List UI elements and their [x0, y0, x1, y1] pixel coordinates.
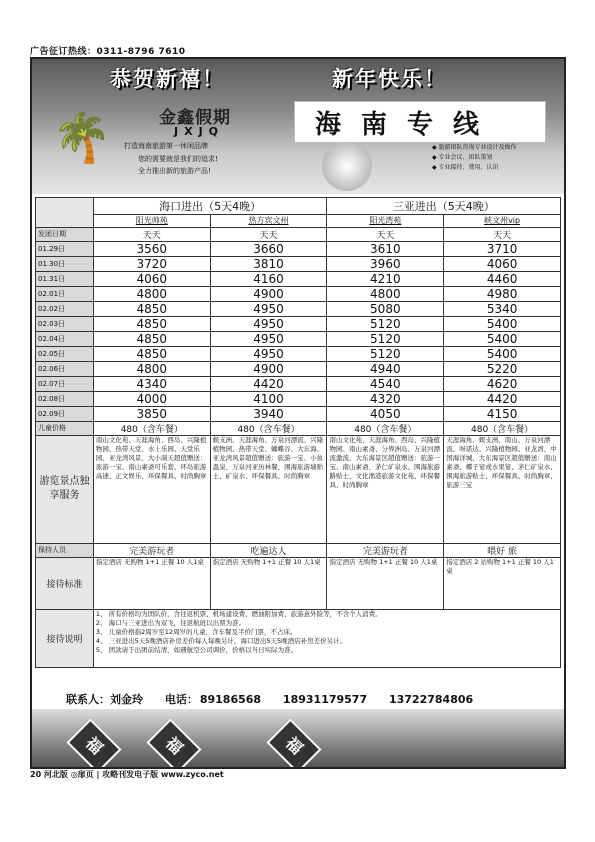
price-cell: 4420	[210, 376, 327, 391]
table-row	[36, 241, 561, 256]
escort-cell: 完美游玩者	[93, 543, 210, 557]
price-cell: 3660	[210, 241, 327, 256]
price-cell: 4900	[210, 361, 327, 376]
fu-character-icon: 福	[266, 718, 321, 769]
price-cell: 3810	[210, 256, 327, 271]
sights-cell: 南山文化苑、天涯海角、西岛、兴隆植物园、热带天堂、水上乐园、天堂乐园、亚龙湾风景、大小洞天超值赠送：旅游一宝、南山素斋可乐套、环岛旅游高速、正文娱乐、环保餐具、时尚胸章	[93, 435, 210, 543]
logo-name: 金鑫假期	[159, 108, 231, 128]
child-price: 480（含车餐）	[444, 421, 561, 435]
price-cell: 5120	[327, 346, 444, 361]
price-cell: 5400	[444, 331, 561, 346]
contact-phone-label: 电话：	[164, 693, 198, 706]
date-cell: 02.07日	[36, 376, 94, 391]
contact-person: 联系人：刘金玲	[66, 693, 143, 706]
price-cell: 3850	[93, 406, 210, 421]
price-cell: 5400	[444, 346, 561, 361]
price-cell: 3720	[93, 256, 210, 271]
sights-cell: 南山文化苑、天涯海角、西岛、兴隆植物园、南山素斋、分界洲岛、万泉河漂流激流、大东海景区超值赠送：旅游一宝、南山素斋、茅仁矿泉水、围海旅游路贴士、文化渔港旅游文化苑、环保餐具、时尚胸章	[327, 435, 444, 543]
price-cell: 3560	[93, 241, 210, 256]
page-footer: 20 河北版 ◎扉页 | 攻略刊发电子版 www.zyco.net	[30, 770, 224, 779]
sights-label: 游览景点独享服务	[36, 435, 94, 543]
feature-item: ◆ 专业接待、费用、认识	[432, 164, 499, 171]
reception-cell: 指定酒店 无购物 1+1 正餐 10 人1桌	[327, 557, 444, 609]
price-cell: 4620	[444, 376, 561, 391]
greeting-left: 恭贺新禧！	[110, 66, 225, 91]
price-cell: 4950	[210, 316, 327, 331]
price-cell: 4100	[210, 391, 327, 406]
price-cell: 4460	[444, 271, 561, 286]
hotel-name: 峡文州vip	[444, 215, 561, 228]
subtitle-line-2: 全力推出新的旅游产品!	[138, 167, 211, 175]
price-cell: 4320	[327, 391, 444, 406]
price-cell: 4540	[327, 376, 444, 391]
price-cell: 4950	[210, 331, 327, 346]
table-row	[36, 286, 561, 301]
reception-cell: 指定酒店 无购物 1+1 正餐 10 人1桌	[210, 557, 327, 609]
escort-cell: 吃遍达人	[210, 543, 327, 557]
price-cell: 4900	[210, 286, 327, 301]
table-row	[36, 271, 561, 286]
price-cell: 4800	[327, 286, 444, 301]
banner	[32, 59, 564, 194]
departure-daily: 天天	[210, 227, 327, 241]
logo-subtitle	[138, 153, 218, 177]
date-cell: 02.04日	[36, 331, 94, 346]
fu-character-icon: 福	[146, 718, 201, 769]
contact-phone: 18931179577	[282, 693, 368, 706]
route-sanya: 三亚进出（5天4晚）	[327, 198, 561, 215]
date-cell: 02.03日	[36, 316, 94, 331]
price-cell: 5220	[444, 361, 561, 376]
date-cell: 02.02日	[36, 301, 94, 316]
feature-list	[432, 143, 517, 173]
price-cell: 4940	[327, 361, 444, 376]
logo-abbr: JXJQ	[174, 125, 225, 138]
logo-slogan: 打造海南旅游第一休闲品牌	[124, 142, 208, 150]
title-box	[294, 101, 546, 143]
price-cell: 3710	[444, 241, 561, 256]
price-cell: 4800	[93, 361, 210, 376]
date-cell: 01.31日	[36, 271, 94, 286]
price-cell: 4850	[93, 316, 210, 331]
price-cell: 4850	[93, 346, 210, 361]
child-price-label: 儿童价格	[36, 421, 94, 435]
price-cell: 4150	[444, 406, 561, 421]
price-cell: 5080	[327, 301, 444, 316]
departure-daily: 天天	[444, 227, 561, 241]
date-cell: 02.01日	[36, 286, 94, 301]
price-cell: 4000	[93, 391, 210, 406]
table-row	[36, 376, 561, 391]
escort-label: 保持人员	[36, 543, 94, 557]
note-line: 4、 三亚进出5天5晚酒店补房差价每人每晚另计，海口进出5天5晚酒店补房差价另计。	[95, 636, 347, 645]
sun-icon	[322, 141, 372, 191]
price-cell: 5120	[327, 331, 444, 346]
price-cell: 4420	[444, 391, 561, 406]
price-cell: 4950	[210, 301, 327, 316]
escort-cell: 完美游玩者	[327, 543, 444, 557]
price-cell: 3960	[327, 256, 444, 271]
sights-cell: 天涯海角、蜈支洲、南山、万泉河漂流、呀诺达、兴隆植物园、亚龙湾、中国海洋城、大东海景区超值赠送：南山素斋、椰子宴或水果宴、茅仁矿泉水、围海旅游贴士、环保餐具、时尚胸章、旅游三宝	[444, 435, 561, 543]
date-header: 发团日期	[36, 227, 94, 241]
table-corner	[36, 198, 94, 228]
date-cell: 02.06日	[36, 361, 94, 376]
departure-daily: 天天	[327, 227, 444, 241]
price-cell: 4800	[93, 286, 210, 301]
feature-item: ◆ 专业会议、团队策划	[432, 154, 493, 161]
note-line: 5、 团款请于出团前结清，如遇航空公司调价，价格以当日实际为准。	[95, 645, 298, 654]
table-row	[36, 391, 561, 406]
notes-cell	[93, 609, 560, 667]
route-haikou: 海口进出（5天4晚）	[93, 198, 327, 215]
hotel-name: 阳光湾苑	[327, 215, 444, 228]
price-cell: 4060	[93, 271, 210, 286]
greeting-right: 新年快乐！	[332, 66, 447, 91]
subtitle-line-1: 您的需要就是我们的追求!	[138, 155, 218, 163]
sights-cell: 蜈支洲、天涯海角、万泉河漂流、兴隆植物园、热带天堂、蝴蝶谷、大东海、亚龙湾风景超值赠送：旅游一宝、小鱼温泉、万泉河亚历林餐、围海旅游墙贴士、矿泉水、环保餐具、时尚胸章	[210, 435, 327, 543]
table-row	[36, 406, 561, 421]
price-table	[35, 197, 561, 668]
date-cell: 01.29日	[36, 241, 94, 256]
price-cell: 5400	[444, 316, 561, 331]
child-price: 480（含车餐）	[210, 421, 327, 435]
contact-phone: 13722784806	[388, 693, 474, 706]
note-line: 2、 海口与三亚进出为双飞，往返航班以出票为准。	[95, 618, 246, 627]
price-cell: 4980	[444, 286, 561, 301]
palm-tree-icon: 🌴	[52, 110, 112, 166]
price-cell: 4210	[327, 271, 444, 286]
ad-frame	[30, 57, 566, 769]
departure-daily: 天天	[93, 227, 210, 241]
table-row	[36, 301, 561, 316]
child-price: 480（含车餐）	[93, 421, 210, 435]
price-cell: 4850	[93, 331, 210, 346]
date-cell: 02.08日	[36, 391, 94, 406]
price-cell: 4850	[93, 301, 210, 316]
note-line: 3、 儿童价格指2周岁至12周岁的儿童，含车餐及半价门票，不占床。	[95, 627, 297, 636]
hotel-name: 阳光帅苑	[93, 215, 210, 228]
table-row	[36, 331, 561, 346]
price-cell: 4060	[444, 256, 561, 271]
note-line: 1、 所有价格均为团队价，含往返机票、机场建设费、燃油附加费、旅游意外险等，不含个人消费。	[95, 609, 382, 618]
table-row	[36, 346, 561, 361]
ad-hotline: 广告征订热线：0311-8796 7610	[30, 47, 186, 57]
contact-phone: 89186568	[199, 693, 262, 706]
price-cell: 3940	[210, 406, 327, 421]
hotel-name: 热方宾文州	[210, 215, 327, 228]
price-cell: 5340	[444, 301, 561, 316]
child-price: 480（含车餐）	[327, 421, 444, 435]
notes-label: 接待说明	[36, 609, 94, 667]
reception-cell: 指定酒店 2 站购物 1+1 正餐 10 人1桌	[444, 557, 561, 609]
price-cell: 3610	[327, 241, 444, 256]
price-cell: 5120	[327, 316, 444, 331]
date-cell: 02.05日	[36, 346, 94, 361]
table-row	[36, 316, 561, 331]
escort-cell: 喂好 旅	[444, 543, 561, 557]
feature-item: ◆ 旅游团队咨询专业设计及操作	[432, 144, 517, 151]
page-title: 海南专线	[315, 110, 500, 140]
table-row	[36, 256, 561, 271]
price-cell: 4340	[93, 376, 210, 391]
date-cell: 01.30日	[36, 256, 94, 271]
price-cell: 4050	[327, 406, 444, 421]
fu-character-icon: 福	[66, 718, 121, 769]
price-cell: 4950	[210, 346, 327, 361]
table-row	[36, 361, 561, 376]
reception-label: 接待标准	[36, 557, 94, 609]
price-cell: 4160	[210, 271, 327, 286]
reception-cell: 指定酒店 无购物 1+1 正餐 10 人1桌	[93, 557, 210, 609]
date-cell: 02.09日	[36, 406, 94, 421]
